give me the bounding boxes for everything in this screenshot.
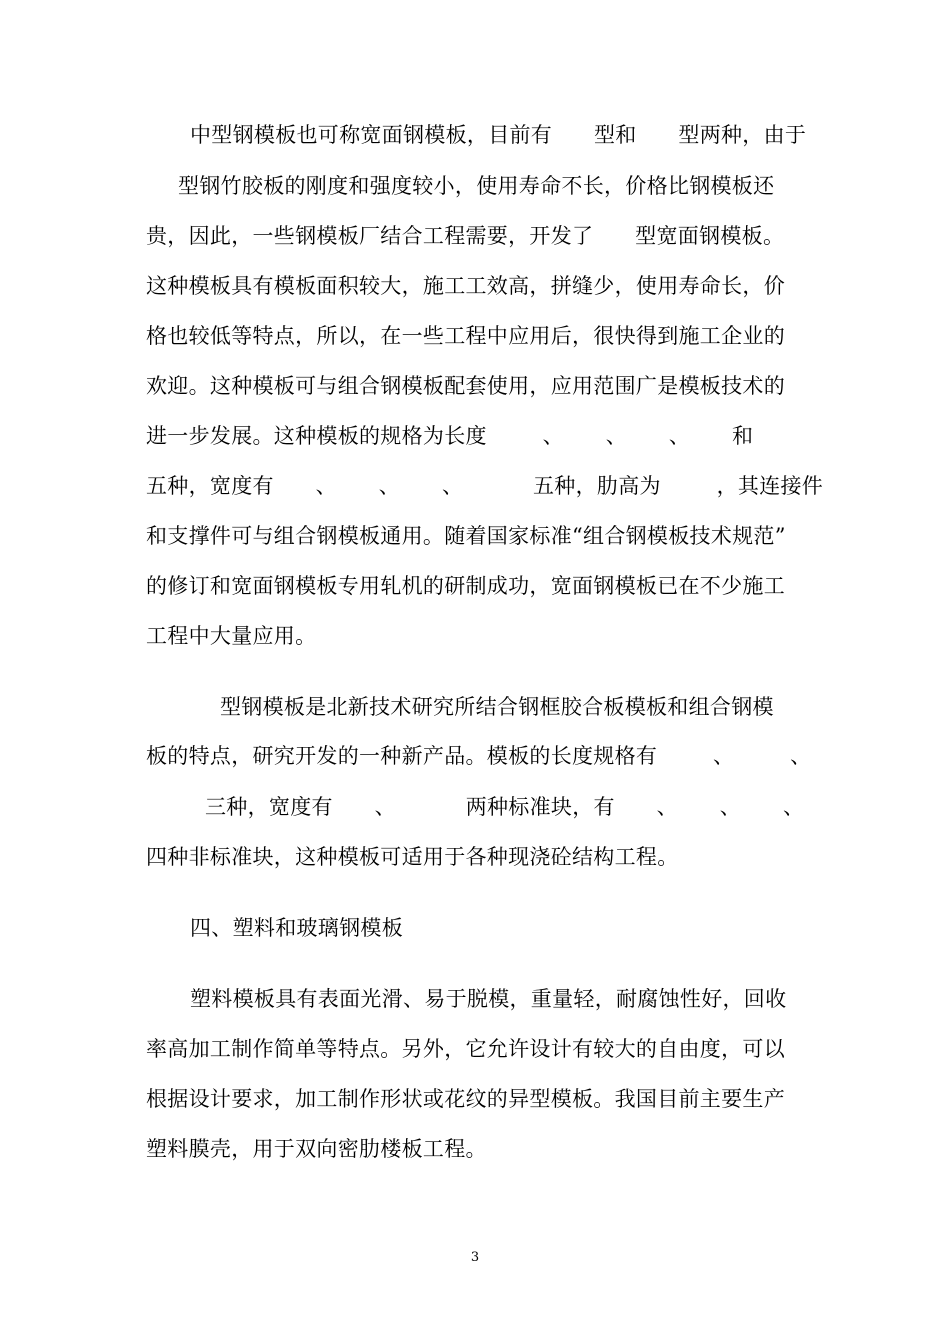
paragraph-2-line-1: 型钢模板是北新技术研究所结合钢框胶合板模板和组合钢模 xyxy=(220,695,774,719)
paragraph-2-line-4: 四种非标准块，这种模板可适用于各种现浇砼结构工程。 xyxy=(146,845,679,869)
paragraph-1-line-4: 这种模板具有模板面积较大，施工工效高，拼缝少，使用寿命长，价 xyxy=(146,274,785,298)
paragraph-3-line-4: 塑料膜壳，用于双向密肋楼板工程。 xyxy=(146,1137,487,1161)
page-number: 3 xyxy=(470,1250,480,1265)
paragraph-2-line-3: 三种，宽度有 、 两种标准块，有 、 、 、 xyxy=(205,795,805,819)
paragraph-3-line-1: 塑料模板具有表面光滑、易于脱模，重量轻，耐腐蚀性好，回收 xyxy=(190,987,787,1011)
paragraph-3-line-3: 根据设计要求，加工制作形状或花纹的异型模板。我国目前主要生产 xyxy=(146,1087,785,1111)
section-heading: 四、塑料和玻璃钢模板 xyxy=(190,916,403,940)
paragraph-1-line-7: 进一步发展。这种模板的规格为长度 、 、 、 和 xyxy=(146,424,754,448)
paragraph-1-line-2: 型钢竹胶板的刚度和强度较小，使用寿命不长，价格比钢模板还 xyxy=(178,174,775,198)
paragraph-1-line-10: 的修订和宽面钢模板专用轧机的研制成功，宽面钢模板已在不少施工 xyxy=(146,574,785,598)
paragraph-1-line-3: 贵，因此，一些钢模板厂结合工程需要，开发了 型宽面钢模板。 xyxy=(146,224,785,248)
paragraph-3-line-2: 率高加工制作简单等特点。另外，它允许设计有较大的自由度，可以 xyxy=(146,1037,785,1061)
paragraph-1-line-6: 欢迎。这种模板可与组合钢模板配套使用，应用范围广是模板技术的 xyxy=(146,374,785,398)
paragraph-1-line-11: 工程中大量应用。 xyxy=(146,624,317,648)
paragraph-1-line-5: 格也较低等特点，所以，在一些工程中应用后，很快得到施工企业的 xyxy=(146,324,785,348)
paragraph-1-line-9: 和支撑件可与组合钢模板通用。随着国家标准“组合钢模板技术规范” xyxy=(146,524,786,548)
paragraph-1-line-8: 五种，宽度有 、 、 、 五种，肋高为 ，其连接件 xyxy=(146,474,824,498)
paragraph-2-line-2: 板的特点，研究开发的一种新产品。模板的长度规格有 、 、 xyxy=(146,744,812,768)
paragraph-1-line-1: 中型钢模板也可称宽面钢模板，目前有 型和 型两种，由于 xyxy=(190,123,807,147)
